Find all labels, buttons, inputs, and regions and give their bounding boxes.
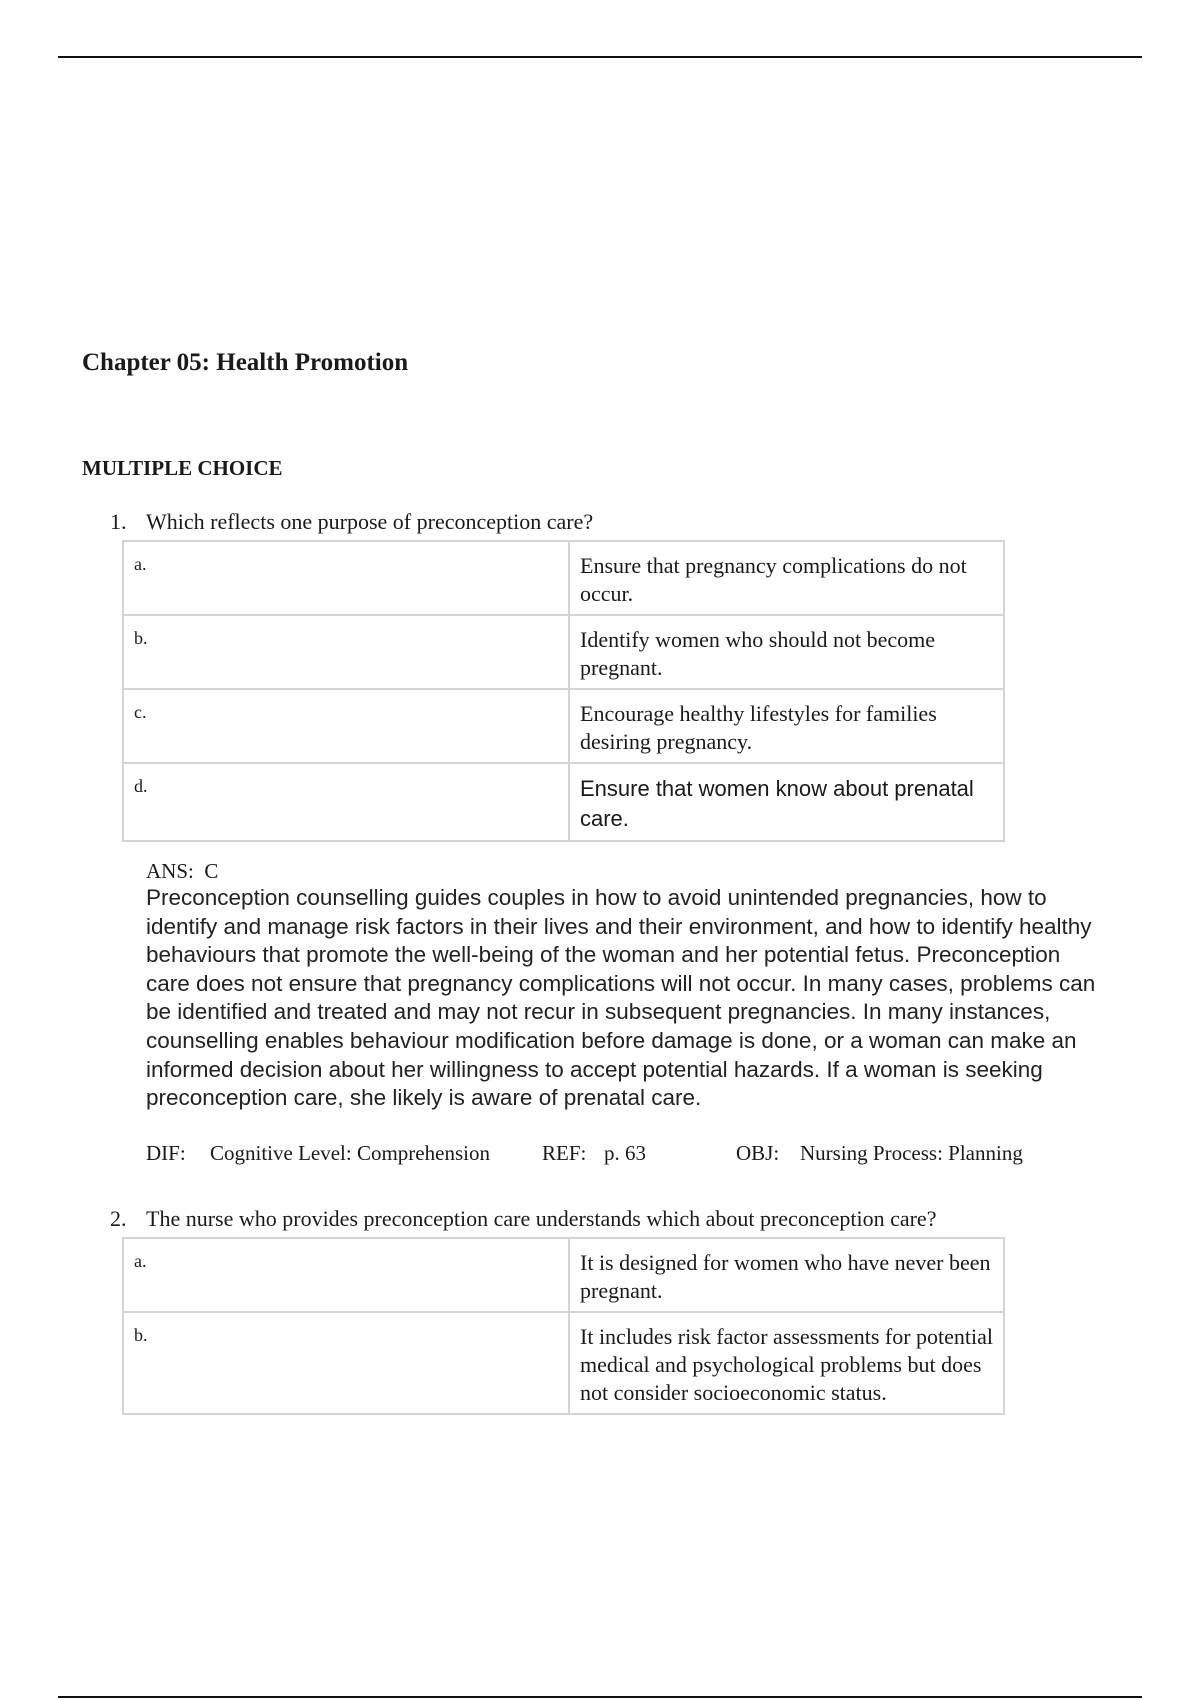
- option-letter: b.: [123, 1312, 569, 1414]
- option-text: It includes risk factor assessments for potential medical and psychological problems but does not consider socioeconomic status.: [569, 1312, 1004, 1414]
- option-row-a[interactable]: [123, 541, 1004, 615]
- option-row-b[interactable]: [123, 615, 1004, 689]
- answer-block: [146, 858, 1101, 1167]
- answer-rationale: Preconception counselling guides couples in how to avoid unintended pregnancies, how to identify and manage risk factors in their lives and their environment, and how to identify healthy behaviours that promote the well-being of the woman and her potential fetus. Preconception care does not ensure that pregnancy complications will not occur. In many cases, problems can be identified and treated and may not recur in subsequent pregnancies. In many instances, counselling enables behaviour modification before damage is done, or a woman can make an informed decision about her willingness to accept potential hazards. If a woman is seeking preconception care, she likely is aware of prenatal care.: [146, 885, 1096, 1111]
- chapter-title: Chapter 05: Health Promotion: [82, 349, 409, 376]
- option-letter: a.: [123, 541, 569, 615]
- answer-options-table: [122, 540, 1005, 842]
- option-text: It is designed for women who have never been pregnant.: [569, 1238, 1004, 1312]
- option-letter: a.: [123, 1238, 569, 1312]
- question-stem: [110, 1205, 1120, 1233]
- option-letter: d.: [123, 763, 569, 841]
- answer-options-table: [122, 1237, 1005, 1415]
- ref-value: p. 63: [604, 1140, 646, 1165]
- answer-key: [146, 858, 1101, 884]
- question-text: The nurse who provides preconception care understands which about preconception care?: [146, 1206, 937, 1231]
- answer-value: C: [204, 859, 219, 883]
- question-stem: [110, 508, 1120, 536]
- question-text: Which reflects one purpose of preconception care?: [146, 509, 594, 534]
- option-text: Ensure that pregnancy complications do not occur.: [569, 541, 1004, 615]
- option-text: Ensure that women know about prenatal care.: [569, 763, 1004, 841]
- dif-label: DIF:: [146, 1140, 186, 1165]
- question-2: [110, 1205, 1120, 1415]
- option-text: Encourage healthy lifestyles for families desiring pregnancy.: [569, 689, 1004, 763]
- answer-label: ANS:: [146, 859, 194, 883]
- obj-value: Nursing Process: Planning: [800, 1140, 1023, 1165]
- dif-value: Cognitive Level: Comprehension: [210, 1140, 490, 1165]
- obj-label: OBJ:: [736, 1140, 780, 1165]
- option-row-c[interactable]: [123, 689, 1004, 763]
- ref-label: REF:: [542, 1140, 587, 1165]
- question-number: 2.: [110, 1206, 127, 1231]
- top-rule: [58, 56, 1142, 58]
- question-1: [110, 508, 1120, 1167]
- option-text: Identify women who should not become pregnant.: [569, 615, 1004, 689]
- question-number: 1.: [110, 509, 127, 534]
- option-row-a[interactable]: [123, 1238, 1004, 1312]
- bottom-rule: [58, 1696, 1142, 1698]
- option-row-b[interactable]: [123, 1312, 1004, 1414]
- option-letter: c.: [123, 689, 569, 763]
- section-heading: MULTIPLE CHOICE: [82, 456, 283, 480]
- option-row-d[interactable]: [123, 763, 1004, 841]
- question-metadata: [146, 1139, 1101, 1167]
- option-letter: b.: [123, 615, 569, 689]
